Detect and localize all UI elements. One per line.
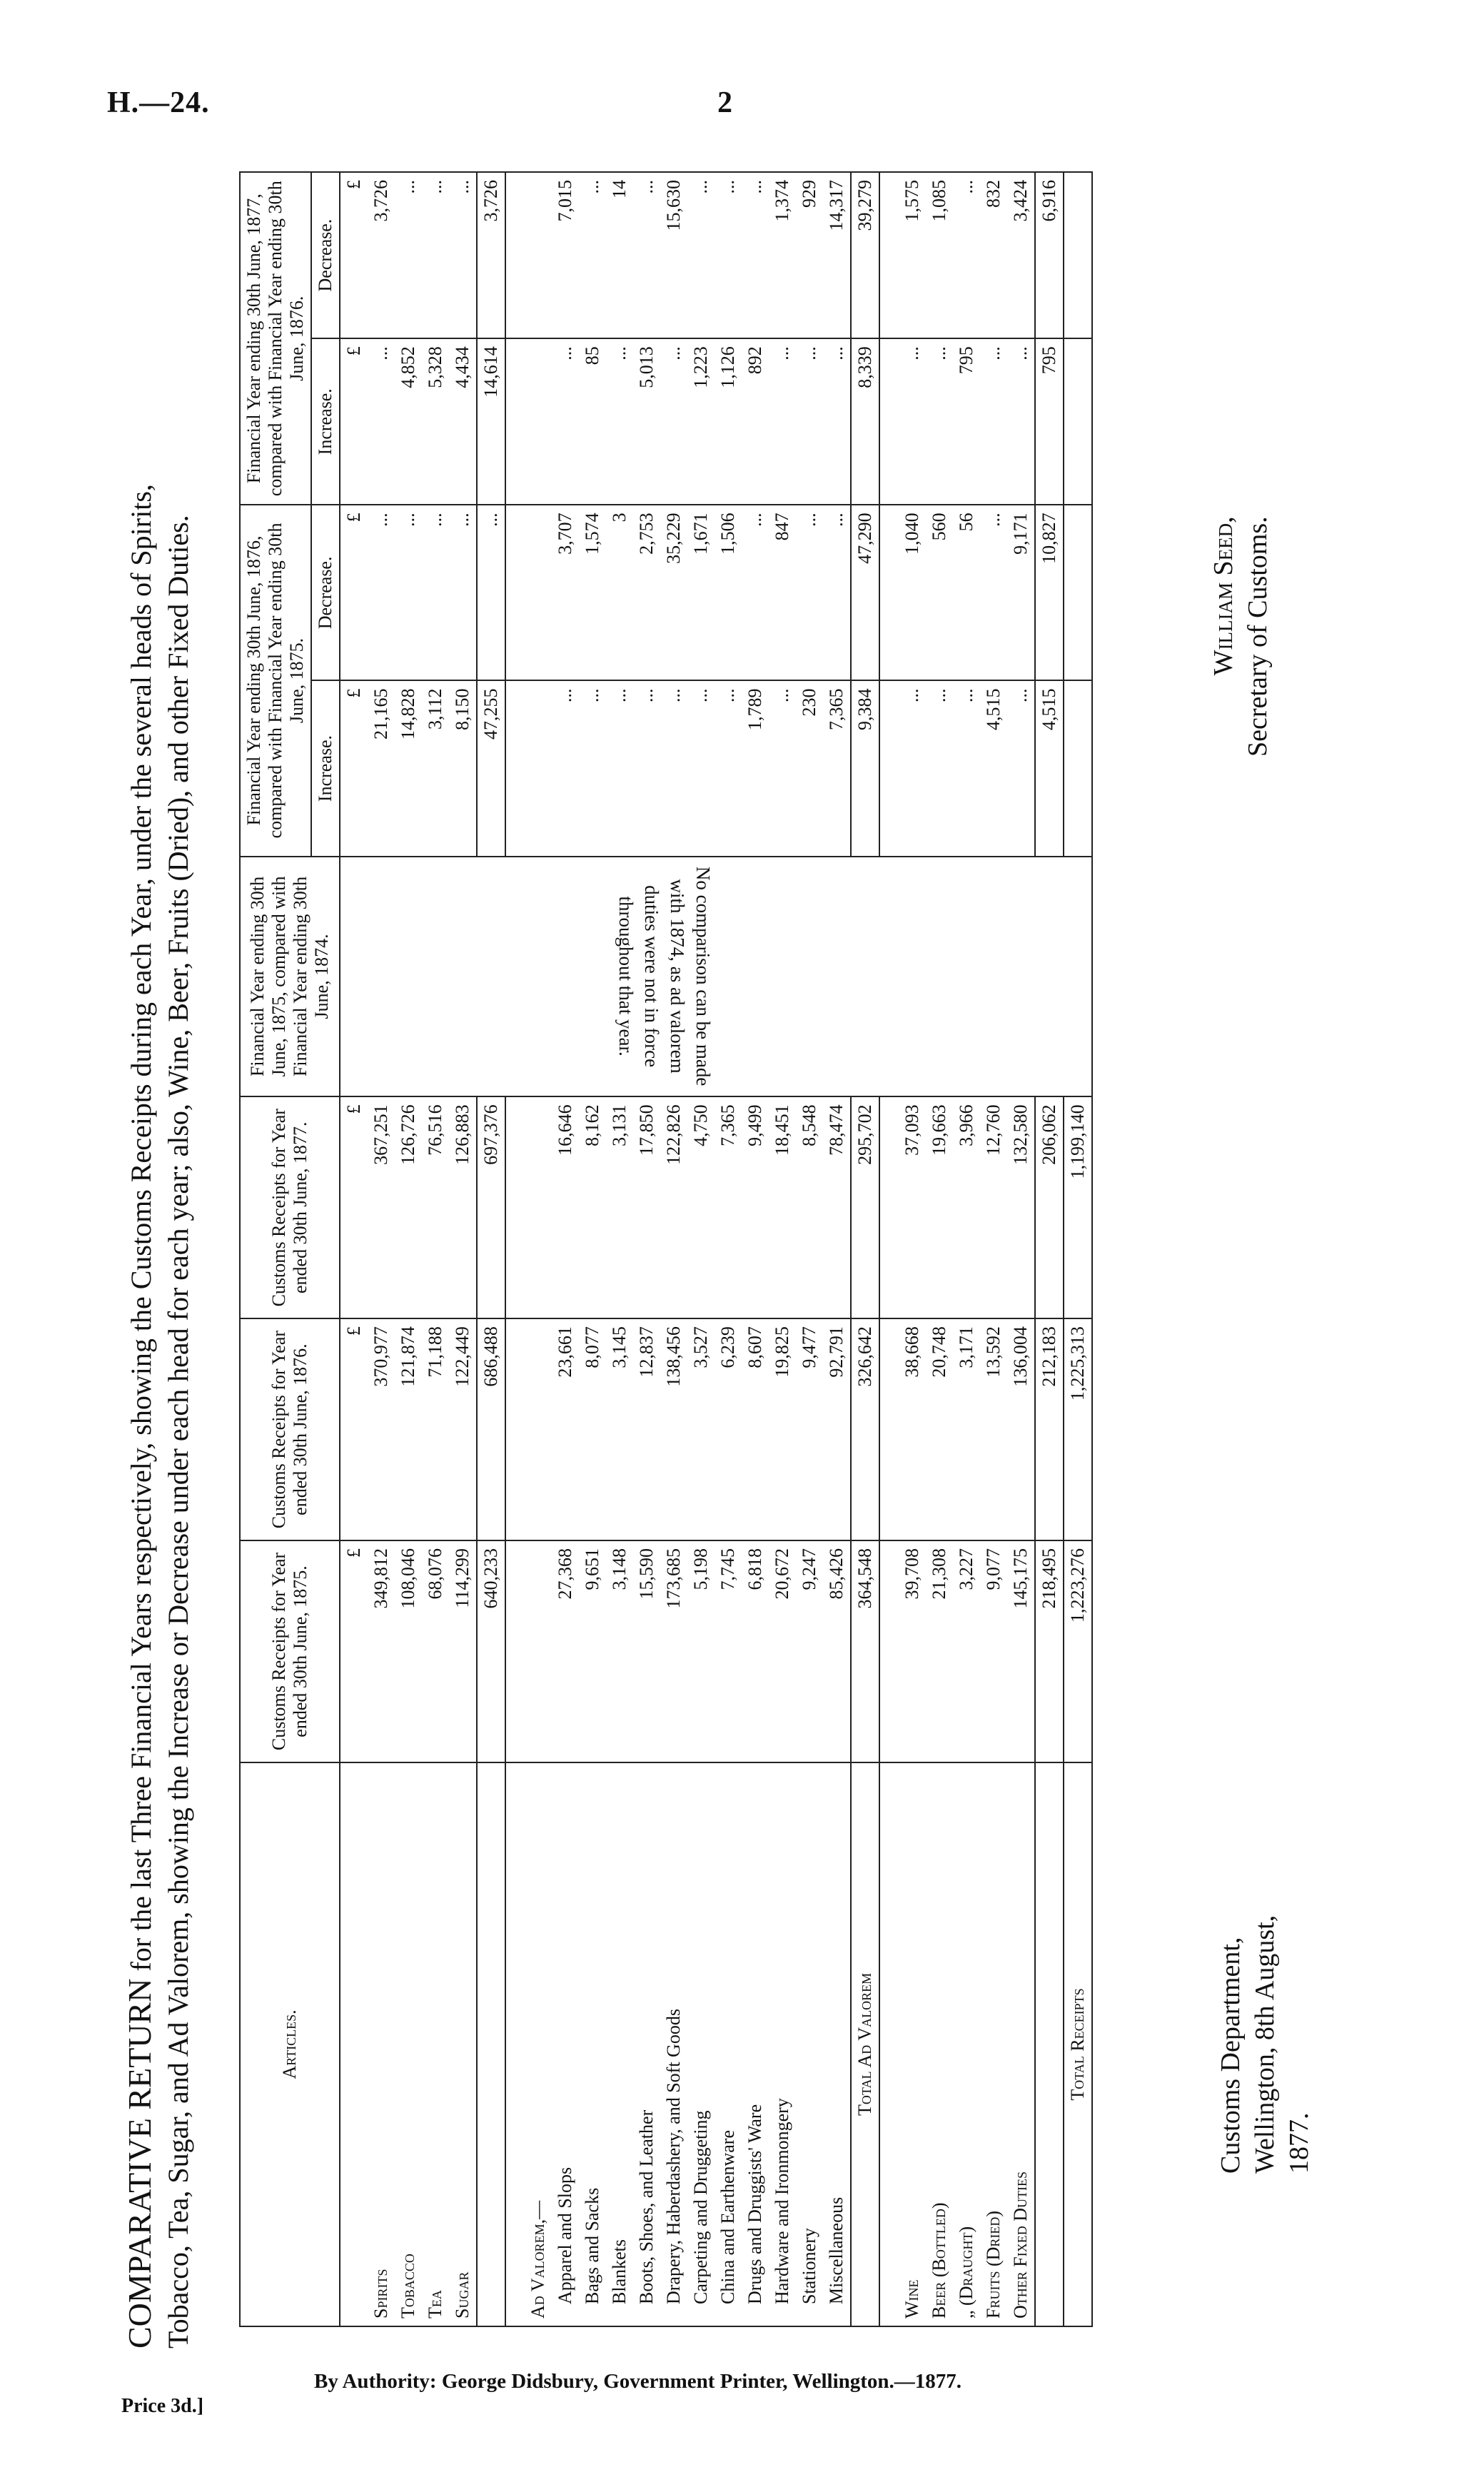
cell-1876: 20,748 bbox=[926, 1318, 953, 1540]
col-compare-1876: Financial Year ending 30th June, 1876, compared with Financial Year ending 30th June, 1875. bbox=[240, 505, 311, 856]
cell-1876: 3,171 bbox=[953, 1318, 980, 1540]
cell-dec-1877: 1,575 bbox=[899, 172, 926, 338]
table-row bbox=[823, 172, 851, 2326]
cell-dec-1877: ... bbox=[422, 172, 449, 338]
price-label: Price 3d.] bbox=[121, 2395, 204, 2417]
pound-sign: £ bbox=[340, 1318, 368, 1540]
col-receipts-1875: Customs Receipts for Year ended 30th June, 1875. bbox=[240, 1540, 340, 1762]
row-article: Carpeting and Druggeting bbox=[687, 1762, 715, 2326]
row-article: „ (Draught) bbox=[953, 1762, 980, 2326]
department-block bbox=[1213, 1903, 1316, 2174]
pound-sign: £ bbox=[340, 680, 368, 856]
col-articles: Articles. bbox=[240, 1762, 340, 2326]
cell-1875: 5,198 bbox=[687, 1540, 715, 1762]
row-article: Stationery bbox=[796, 1762, 823, 2326]
subtotal-dec-1877: 39,279 bbox=[851, 172, 879, 338]
cell-1877: 3,966 bbox=[953, 1096, 980, 1318]
cell-inc-1877: 85 bbox=[579, 338, 606, 505]
cell-inc-1876: ... bbox=[953, 680, 980, 856]
cell-inc-1877: 795 bbox=[953, 338, 980, 505]
cell-1875: 7,745 bbox=[715, 1540, 742, 1762]
cell-dec-1876: 1,574 bbox=[579, 505, 606, 680]
cell-1876: 71,188 bbox=[422, 1318, 449, 1540]
cell-1875: 9,651 bbox=[579, 1540, 606, 1762]
cell-dec-1877: 3,424 bbox=[1007, 172, 1035, 338]
cell-dec-1877: 15,630 bbox=[660, 172, 687, 338]
cell-1876: 122,449 bbox=[449, 1318, 477, 1540]
cell-1876: 370,977 bbox=[368, 1318, 395, 1540]
cell-1876: 8,607 bbox=[742, 1318, 769, 1540]
cell-inc-1876: 7,365 bbox=[823, 680, 851, 856]
total-ad-valorem-label: Total Ad Valorem bbox=[851, 1762, 879, 2326]
cell-inc-1877: ... bbox=[769, 338, 796, 505]
table-row bbox=[926, 172, 953, 2326]
cell-1875: 9,077 bbox=[980, 1540, 1007, 1762]
table-row bbox=[552, 172, 579, 2326]
cell-inc-1876: ... bbox=[926, 680, 953, 856]
cell-1875: 9,247 bbox=[796, 1540, 823, 1762]
table-row bbox=[953, 172, 980, 2326]
cell-inc-1876: ... bbox=[687, 680, 715, 856]
row-article: Wine bbox=[899, 1762, 926, 2326]
cell-1876: 121,874 bbox=[395, 1318, 422, 1540]
subtotal-inc-1877: 795 bbox=[1035, 338, 1064, 505]
cell-inc-1877: 5,328 bbox=[422, 338, 449, 505]
table-row bbox=[633, 172, 660, 2326]
cell-dec-1876: ... bbox=[980, 505, 1007, 680]
no-comparison-cell bbox=[340, 857, 1092, 1097]
cell-1876: 3,145 bbox=[606, 1318, 633, 1540]
cell-1875: 108,046 bbox=[395, 1540, 422, 1762]
cell-inc-1877: 1,126 bbox=[715, 338, 742, 505]
cell-inc-1876: ... bbox=[579, 680, 606, 856]
row-article: Spirits bbox=[368, 1762, 395, 2326]
pound-sign: £ bbox=[340, 172, 368, 338]
subtotal-1876: 212,183 bbox=[1035, 1318, 1064, 1540]
row-article: Sugar bbox=[449, 1762, 477, 2326]
section-heading-row bbox=[525, 172, 552, 2326]
cell-dec-1877: 7,015 bbox=[552, 172, 579, 338]
pound-sign: £ bbox=[340, 505, 368, 680]
table-row bbox=[687, 172, 715, 2326]
subtotal-dec-1877: 6,916 bbox=[1035, 172, 1064, 338]
cell-dec-1876: 3 bbox=[606, 505, 633, 680]
cell-1877: 7,365 bbox=[715, 1096, 742, 1318]
cell-inc-1877: ... bbox=[899, 338, 926, 505]
cell-1876: 138,456 bbox=[660, 1318, 687, 1540]
cell-1877: 3,131 bbox=[606, 1096, 633, 1318]
department-date: Wellington, 8th August, 1877. bbox=[1250, 1915, 1314, 2174]
cell-1877: 18,451 bbox=[769, 1096, 796, 1318]
cell-dec-1876: 3,707 bbox=[552, 505, 579, 680]
cell-dec-1877: ... bbox=[395, 172, 422, 338]
no-comparison-note: No comparison can be made with 1874, as ad valorem duties were not in force throughout that year. bbox=[615, 867, 714, 1086]
cell-1875: 3,148 bbox=[606, 1540, 633, 1762]
cell-1875: 68,076 bbox=[422, 1540, 449, 1762]
cell-1876: 12,837 bbox=[633, 1318, 660, 1540]
cell-inc-1877: 1,223 bbox=[687, 338, 715, 505]
cell-1876: 23,661 bbox=[552, 1318, 579, 1540]
row-article: Blankets bbox=[606, 1762, 633, 2326]
cell-1877: 8,548 bbox=[796, 1096, 823, 1318]
table-row bbox=[606, 172, 633, 2326]
cell-inc-1877: 5,013 bbox=[633, 338, 660, 505]
subtotal-inc-1876: 9,384 bbox=[851, 680, 879, 856]
subtotal-1875: 640,233 bbox=[477, 1540, 505, 1762]
cell-dec-1876: 560 bbox=[926, 505, 953, 680]
col-increase-1877: Increase. bbox=[311, 338, 340, 505]
cell-inc-1877: ... bbox=[796, 338, 823, 505]
cell-inc-1876: 21,165 bbox=[368, 680, 395, 856]
row-article: Hardware and Ironmongery bbox=[769, 1762, 796, 2326]
document-reference: H.—24. bbox=[107, 86, 210, 119]
cell-inc-1877: ... bbox=[823, 338, 851, 505]
table-row bbox=[1007, 172, 1035, 2326]
cell-dec-1877: ... bbox=[742, 172, 769, 338]
cell-1877: 19,663 bbox=[926, 1096, 953, 1318]
subtotal-1876: 686,488 bbox=[477, 1318, 505, 1540]
cell-dec-1877: 929 bbox=[796, 172, 823, 338]
cell-1877: 76,516 bbox=[422, 1096, 449, 1318]
cell-inc-1876: ... bbox=[899, 680, 926, 856]
cell-1876: 38,668 bbox=[899, 1318, 926, 1540]
cell-dec-1876: ... bbox=[395, 505, 422, 680]
cell-1877: 37,093 bbox=[899, 1096, 926, 1318]
cell-1877: 16,646 bbox=[552, 1096, 579, 1318]
row-article: Other Fixed Duties bbox=[1007, 1762, 1035, 2326]
cell-1877: 4,750 bbox=[687, 1096, 715, 1318]
cell-inc-1876: ... bbox=[552, 680, 579, 856]
cell-1875: 6,818 bbox=[742, 1540, 769, 1762]
cell-1876: 3,527 bbox=[687, 1318, 715, 1540]
cell-inc-1877: ... bbox=[368, 338, 395, 505]
cell-inc-1877: ... bbox=[660, 338, 687, 505]
cell-inc-1877: 4,852 bbox=[395, 338, 422, 505]
cell-dec-1877: ... bbox=[715, 172, 742, 338]
row-article: Boots, Shoes, and Leather bbox=[633, 1762, 660, 2326]
cell-dec-1877: ... bbox=[687, 172, 715, 338]
table-row bbox=[449, 172, 477, 2326]
document-title bbox=[121, 378, 197, 2349]
row-article: Drapery, Haberdashery, and Soft Goods bbox=[660, 1762, 687, 2326]
page-number: 2 bbox=[717, 86, 732, 119]
subtotal-inc-1877: 14,614 bbox=[477, 338, 505, 505]
cell-dec-1877: 1,374 bbox=[769, 172, 796, 338]
cell-inc-1876: 4,515 bbox=[980, 680, 1007, 856]
pound-sign: £ bbox=[340, 1096, 368, 1318]
department-name: Customs Department, bbox=[1216, 1937, 1246, 2174]
cell-1875: 145,175 bbox=[1007, 1540, 1035, 1762]
row-article: Fruits (Dried) bbox=[980, 1762, 1007, 2326]
subtotal-1876: 326,642 bbox=[851, 1318, 879, 1540]
cell-inc-1876: ... bbox=[606, 680, 633, 856]
pound-sign: £ bbox=[340, 1540, 368, 1762]
cell-dec-1876: 847 bbox=[769, 505, 796, 680]
printer-imprint: By Authority: George Didsbury, Government Printer, Wellington.—1877. bbox=[314, 2370, 962, 2393]
cell-dec-1876: 1,040 bbox=[899, 505, 926, 680]
total-receipts-label: Total Receipts bbox=[1064, 1762, 1092, 2326]
cell-inc-1876: 14,828 bbox=[395, 680, 422, 856]
col-increase-1876: Increase. bbox=[311, 680, 340, 856]
table-row bbox=[660, 172, 687, 2326]
table-row bbox=[899, 172, 926, 2326]
row-article: China and Earthenware bbox=[715, 1762, 742, 2326]
cell-1876: 13,592 bbox=[980, 1318, 1007, 1540]
subtotal-1877: 697,376 bbox=[477, 1096, 505, 1318]
subtotal-1875: 218,495 bbox=[1035, 1540, 1064, 1762]
cell-1876: 9,477 bbox=[796, 1318, 823, 1540]
table-row bbox=[742, 172, 769, 2326]
cell-dec-1876: 2,753 bbox=[633, 505, 660, 680]
cell-inc-1877: ... bbox=[606, 338, 633, 505]
cell-inc-1876: 1,789 bbox=[742, 680, 769, 856]
cell-dec-1877: ... bbox=[579, 172, 606, 338]
cell-dec-1877: ... bbox=[449, 172, 477, 338]
cell-1876: 92,791 bbox=[823, 1318, 851, 1540]
grand-total-row bbox=[1064, 172, 1092, 2326]
grand-total-1876: 1,225,313 bbox=[1064, 1318, 1092, 1540]
cell-dec-1877: 14 bbox=[606, 172, 633, 338]
table-row bbox=[395, 172, 422, 2326]
cell-dec-1877: 14,317 bbox=[823, 172, 851, 338]
cell-1875: 173,685 bbox=[660, 1540, 687, 1762]
cell-inc-1877: 892 bbox=[742, 338, 769, 505]
cell-1877: 12,760 bbox=[980, 1096, 1007, 1318]
title-lead: COMPARATIVE RETURN bbox=[121, 1978, 158, 2349]
table-row bbox=[368, 172, 395, 2326]
col-decrease-1876: Decrease. bbox=[311, 505, 340, 680]
cell-1875: 3,227 bbox=[953, 1540, 980, 1762]
cell-inc-1876: ... bbox=[769, 680, 796, 856]
row-article: Miscellaneous bbox=[823, 1762, 851, 2326]
cell-dec-1876: 35,229 bbox=[660, 505, 687, 680]
subtotal-dec-1876: 10,827 bbox=[1035, 505, 1064, 680]
cell-1876: 19,825 bbox=[769, 1318, 796, 1540]
signatory-title: Secretary of Customs. bbox=[1243, 516, 1273, 757]
cell-1875: 114,299 bbox=[449, 1540, 477, 1762]
cell-dec-1876: ... bbox=[742, 505, 769, 680]
cell-inc-1877: ... bbox=[1007, 338, 1035, 505]
cell-inc-1876: ... bbox=[715, 680, 742, 856]
cell-1875: 349,812 bbox=[368, 1540, 395, 1762]
cell-dec-1876: ... bbox=[368, 505, 395, 680]
cell-dec-1876: ... bbox=[449, 505, 477, 680]
cell-dec-1877: 1,085 bbox=[926, 172, 953, 338]
cell-1875: 15,590 bbox=[633, 1540, 660, 1762]
cell-dec-1876: ... bbox=[823, 505, 851, 680]
cell-1877: 126,883 bbox=[449, 1096, 477, 1318]
table-row bbox=[796, 172, 823, 2326]
subtotal-inc-1876: 47,255 bbox=[477, 680, 505, 856]
subtotal-dec-1876: 47,290 bbox=[851, 505, 879, 680]
cell-1877: 122,826 bbox=[660, 1096, 687, 1318]
subtotal-dec-1876: ... bbox=[477, 505, 505, 680]
subtotal-row bbox=[851, 172, 879, 2326]
subtotal-1877: 295,702 bbox=[851, 1096, 879, 1318]
col-compare-1875: Financial Year ending 30th June, 1875, compared with Financial Year ending 30th June, 1874. bbox=[240, 857, 340, 1097]
cell-dec-1876: 1,506 bbox=[715, 505, 742, 680]
pound-sign: £ bbox=[340, 338, 368, 505]
subtotal-dec-1877: 3,726 bbox=[477, 172, 505, 338]
cell-1875: 85,426 bbox=[823, 1540, 851, 1762]
cell-inc-1877: 4,434 bbox=[449, 338, 477, 505]
row-article: Beer (Bottled) bbox=[926, 1762, 953, 2326]
subtotal-inc-1877: 8,339 bbox=[851, 338, 879, 505]
cell-1876: 8,077 bbox=[579, 1318, 606, 1540]
comparative-return-table bbox=[239, 171, 1093, 2327]
cell-dec-1877: ... bbox=[953, 172, 980, 338]
subtotal-row bbox=[477, 172, 505, 2326]
cell-dec-1876: 1,671 bbox=[687, 505, 715, 680]
cell-1875: 27,368 bbox=[552, 1540, 579, 1762]
cell-1877: 126,726 bbox=[395, 1096, 422, 1318]
row-article: Tobacco bbox=[395, 1762, 422, 2326]
subtotal-1877: 206,062 bbox=[1035, 1096, 1064, 1318]
row-article: Apparel and Slops bbox=[552, 1762, 579, 2326]
cell-inc-1876: 230 bbox=[796, 680, 823, 856]
col-receipts-1877: Customs Receipts for Year ended 30th June, 1877. bbox=[240, 1096, 340, 1318]
cell-inc-1876: ... bbox=[633, 680, 660, 856]
subtotal-row bbox=[1035, 172, 1064, 2326]
cell-1877: 78,474 bbox=[823, 1096, 851, 1318]
subtotal-1875: 364,548 bbox=[851, 1540, 879, 1762]
col-compare-1877: Financial Year ending 30th June, 1877, compared with Financial Year ending 30th June, 1876. bbox=[240, 172, 311, 505]
grand-total-1877: 1,199,140 bbox=[1064, 1096, 1092, 1318]
subtotal-inc-1876: 4,515 bbox=[1035, 680, 1064, 856]
cell-inc-1877: ... bbox=[552, 338, 579, 505]
col-receipts-1876: Customs Receipts for Year ended 30th June, 1876. bbox=[240, 1318, 340, 1540]
cell-dec-1876: ... bbox=[422, 505, 449, 680]
cell-dec-1877: 3,726 bbox=[368, 172, 395, 338]
cell-1877: 8,162 bbox=[579, 1096, 606, 1318]
cell-inc-1876: 8,150 bbox=[449, 680, 477, 856]
cell-1877: 132,580 bbox=[1007, 1096, 1035, 1318]
cell-1876: 6,239 bbox=[715, 1318, 742, 1540]
cell-1877: 367,251 bbox=[368, 1096, 395, 1318]
row-article: Bags and Sacks bbox=[579, 1762, 606, 2326]
table-row bbox=[980, 172, 1007, 2326]
signatory-name: William Seed, bbox=[1208, 516, 1238, 676]
cell-dec-1877: ... bbox=[633, 172, 660, 338]
table-row bbox=[715, 172, 742, 2326]
rotated-return bbox=[121, 150, 1335, 2349]
table-row bbox=[769, 172, 796, 2326]
grand-total-1875: 1,223,276 bbox=[1064, 1540, 1092, 1762]
cell-inc-1876: ... bbox=[1007, 680, 1035, 856]
row-article: Tea bbox=[422, 1762, 449, 2326]
cell-inc-1877: ... bbox=[980, 338, 1007, 505]
cell-1877: 17,850 bbox=[633, 1096, 660, 1318]
ad-valorem-heading: Ad Valorem,— bbox=[525, 1762, 552, 2326]
cell-dec-1877: 832 bbox=[980, 172, 1007, 338]
cell-1875: 39,708 bbox=[899, 1540, 926, 1762]
row-article: Drugs and Druggists' Ware bbox=[742, 1762, 769, 2326]
table-row bbox=[579, 172, 606, 2326]
cell-dec-1876: 9,171 bbox=[1007, 505, 1035, 680]
cell-inc-1876: ... bbox=[660, 680, 687, 856]
title-text: for the last Three Financial Years respectively, showing the Customs Receipts during each Year, under the several heads of Spirits, Tobacco, Tea, Sugar, and Ad Valorem, showing the Increase or Decrease under each head for each year; also, Wine, Beer, Fruits (Dried), and other Fixed Duties. bbox=[125, 484, 194, 2349]
cell-dec-1876: ... bbox=[796, 505, 823, 680]
cell-1875: 21,308 bbox=[926, 1540, 953, 1762]
cell-inc-1877: ... bbox=[926, 338, 953, 505]
cell-1877: 9,499 bbox=[742, 1096, 769, 1318]
cell-1875: 20,672 bbox=[769, 1540, 796, 1762]
cell-1876: 136,004 bbox=[1007, 1318, 1035, 1540]
cell-inc-1876: 3,112 bbox=[422, 680, 449, 856]
signature-block bbox=[1206, 516, 1275, 757]
cell-dec-1876: 56 bbox=[953, 505, 980, 680]
table-row bbox=[422, 172, 449, 2326]
col-decrease-1877: Decrease. bbox=[311, 172, 340, 338]
